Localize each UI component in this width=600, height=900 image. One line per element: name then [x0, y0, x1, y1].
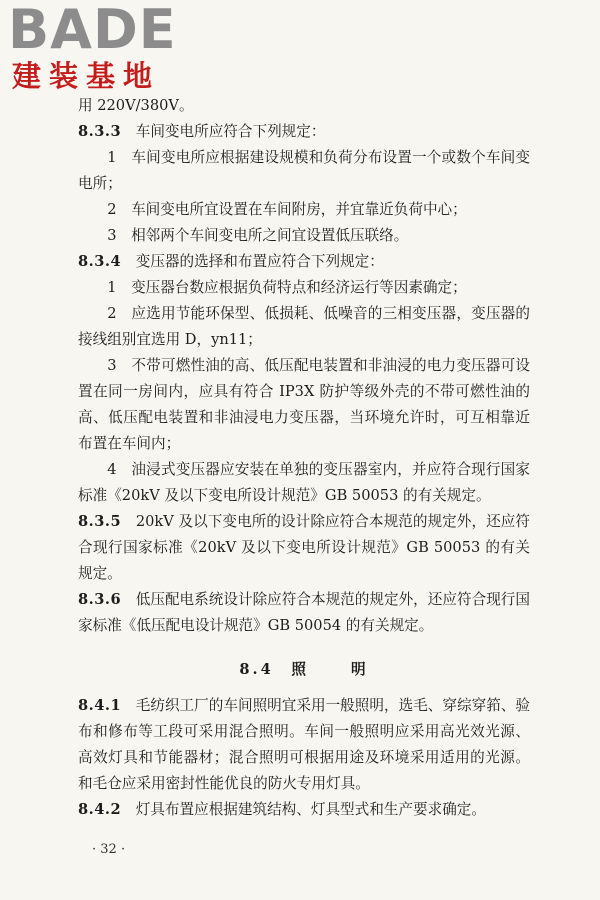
clause-number: 8.3.4	[78, 253, 122, 270]
clause-text: 变压器的选择和布置应符合下列规定：	[135, 253, 384, 270]
logo-wordmark: BADE	[8, 0, 177, 61]
document-body	[78, 93, 530, 823]
clause-8-3-4-item-3: 3 不带可燃性油的高、低压配电装置和非油浸的电力变压器可设置在同一房间内，应具有符合 IP3X 防护等级外壳的不带可燃性油的高、低压配电装置和非油浸电力变压器，当环境允许时，可互相靠近布置在车间内；	[78, 357, 530, 452]
page-number: · 32 ·	[92, 842, 126, 857]
clause-text: 20kV 及以下变电所的设计除应符合本规范的规定外，还应符合现行国家标准《20kV 及以下变电所设计规范》GB 50053 的有关规定。	[78, 513, 530, 582]
section-heading-8-4	[78, 657, 530, 683]
section-number: 8.4	[239, 661, 274, 678]
clause-8-3-3-item-2: 2 车间变电所宜设置在车间附房，并宜靠近负荷中心；	[107, 201, 467, 218]
clause-text: 灯具布置应根据建筑结构、灯具型式和生产要求确定。	[135, 801, 486, 818]
clause-8-3-3-item-3: 3 相邻两个车间变电所之间宜设置低压联络。	[107, 227, 409, 244]
section-title-char-2: 明	[351, 661, 369, 678]
section-title-char-1: 照	[291, 661, 309, 678]
clause-number: 8.4.1	[78, 697, 122, 714]
clause-text: 毛纺织工厂的车间照明宜采用一般照明，选毛、穿综穿筘、验布和修布等工段可采用混合照明。车间一般照明应采用高光效光源、高效灯具和节能器材；混合照明可根据用途及环境采用适用的光源。和毛仓应采用密封性能优良的防火专用灯具。	[78, 697, 530, 792]
clause-number: 8.3.6	[78, 591, 122, 608]
logo-subtitle: 建装基地	[12, 59, 161, 93]
clause-8-3-4-item-1: 1 变压器台数应根据负荷特点和经济运行等因素确定；	[107, 279, 467, 296]
clause-text: 车间变电所应符合下列规定：	[135, 123, 326, 140]
clause-number: 8.4.2	[78, 801, 122, 818]
clause-8-3-4-item-2: 2 应选用节能环保型、低损耗、低噪音的三相变压器，变压器的接线组别宜选用 D，yn11；	[78, 305, 530, 348]
clause-8-4-1	[78, 693, 530, 797]
clause-8-3-3	[78, 119, 530, 145]
clause-number: 8.3.3	[78, 123, 122, 140]
continuation-line: 用 220V/380V。	[78, 97, 194, 114]
clause-8-3-4	[78, 249, 530, 275]
bade-logo	[8, 2, 178, 94]
clause-8-3-5	[78, 509, 530, 587]
clause-text: 低压配电系统设计除应符合本规范的规定外，还应符合现行国家标准《低压配电设计规范》GB 50054 的有关规定。	[78, 591, 530, 634]
clause-8-3-6	[78, 587, 530, 639]
clause-8-3-3-item-1: 1 车间变电所应根据建设规模和负荷分布设置一个或数个车间变电所；	[78, 149, 530, 192]
clause-8-4-2	[78, 797, 530, 823]
clause-8-3-4-item-4: 4 油浸式变压器应安装在单独的变压器室内，并应符合现行国家标准《20kV 及以下变电所设计规范》GB 50053 的有关规定。	[78, 461, 530, 504]
clause-number: 8.3.5	[78, 513, 122, 530]
